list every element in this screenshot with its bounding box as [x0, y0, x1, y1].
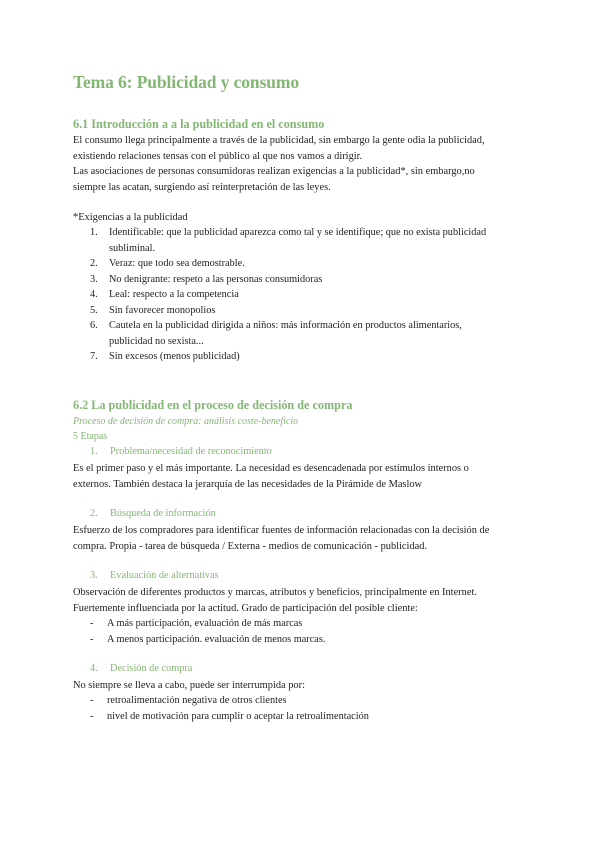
list-item: - retroalimentación negativa de otros clientes [90, 695, 287, 706]
paragraph-line: El consumo llega principalmente a través de la publicidad, sin embargo la gente odia la publicidad, [73, 135, 485, 146]
exigencias-list [90, 225, 550, 365]
section-1-heading: 6.1 Introducción a a la publicidad en el consumo [73, 117, 325, 131]
list-item: - nivel de motivación para cumplir o aceptar la retroalimentación [90, 710, 369, 722]
paragraph-line: Las asociaciones de personas consumidoras realizan exigencias a la publicidad*, sin embargo,no [73, 166, 475, 177]
list-item: 1. Identificable: que la publicidad aparezca como tal y se identifique; que no exista publicidad subliminal. [90, 227, 487, 254]
paragraph-line: existiendo relaciones tensas con el público al que nos vamos a dirigir. [73, 150, 363, 162]
page-title: Tema 6: Publicidad y consumo [73, 72, 300, 92]
list-item: 4. Leal: respecto a la competencia [90, 289, 239, 300]
stage-2-text: Esfuerzo de los compradores para identificar fuentes de información relacionadas con la decisión de compra. Propia - tarea de búsqueda / Externa - medios de comunicación - publicidad. [73, 525, 490, 552]
section-1-paragraph [73, 133, 543, 195]
paragraph-line: siempre las acatan, surgiendo así reinterpretación de las leyes. [73, 181, 331, 193]
list-item: - A menos participación. evaluación de menos marcas. [90, 633, 326, 645]
stage-3-title: 3. Evaluación de alternativas [90, 570, 219, 581]
stage-4-title: 4. Decisión de compra [90, 663, 193, 674]
stage-2-title: 2. Búsqueda de información [90, 508, 216, 519]
etapas-label: 5 Etapas [73, 431, 108, 442]
list-item: 3. No denigrante: respeto a las personas consumidoras [90, 273, 323, 285]
list-item: 6. Cautela en la publicidad dirigida a niños: más información en productos alimentarios, publicidad no sexista... [90, 320, 462, 347]
stage-1-text: Es el primer paso y el más importante. La necesidad es desencadenada por estímulos internos o externos. También destaca la jerarquía de las necesidades de la Pirámide de Maslow [73, 463, 469, 490]
stage-1-title: 1. Problema/necesidad de reconocimiento [90, 446, 272, 457]
list-item: 7. Sin excesos (menos publicidad) [90, 351, 240, 362]
stage-3-text: Observación de diferentes productos y marcas, atributos y beneficios, principalmente en Internet. Fuertemente influenciada por la actitud. Grado de participación del posible cliente: [73, 587, 477, 614]
stage-4-bullets [90, 693, 369, 724]
exigencias-label: *Exigencias a la publicidad [73, 212, 188, 223]
list-item: - A más participación, evaluación de más marcas [90, 618, 303, 629]
list-item: 2. Veraz: que todo sea demostrable. [90, 258, 245, 269]
stage-3-bullets [90, 616, 325, 647]
stage-4-text: No siempre se lleva a cabo, puede ser interrumpida por: [73, 680, 305, 691]
section-2-heading: 6.2 La publicidad en el proceso de decisión de compra [73, 398, 353, 412]
section-2-subtitle: Proceso de decisión de compra: análisis coste-beneficio [73, 416, 299, 427]
list-item: 5. Sin favorecer monopolios [90, 304, 216, 316]
